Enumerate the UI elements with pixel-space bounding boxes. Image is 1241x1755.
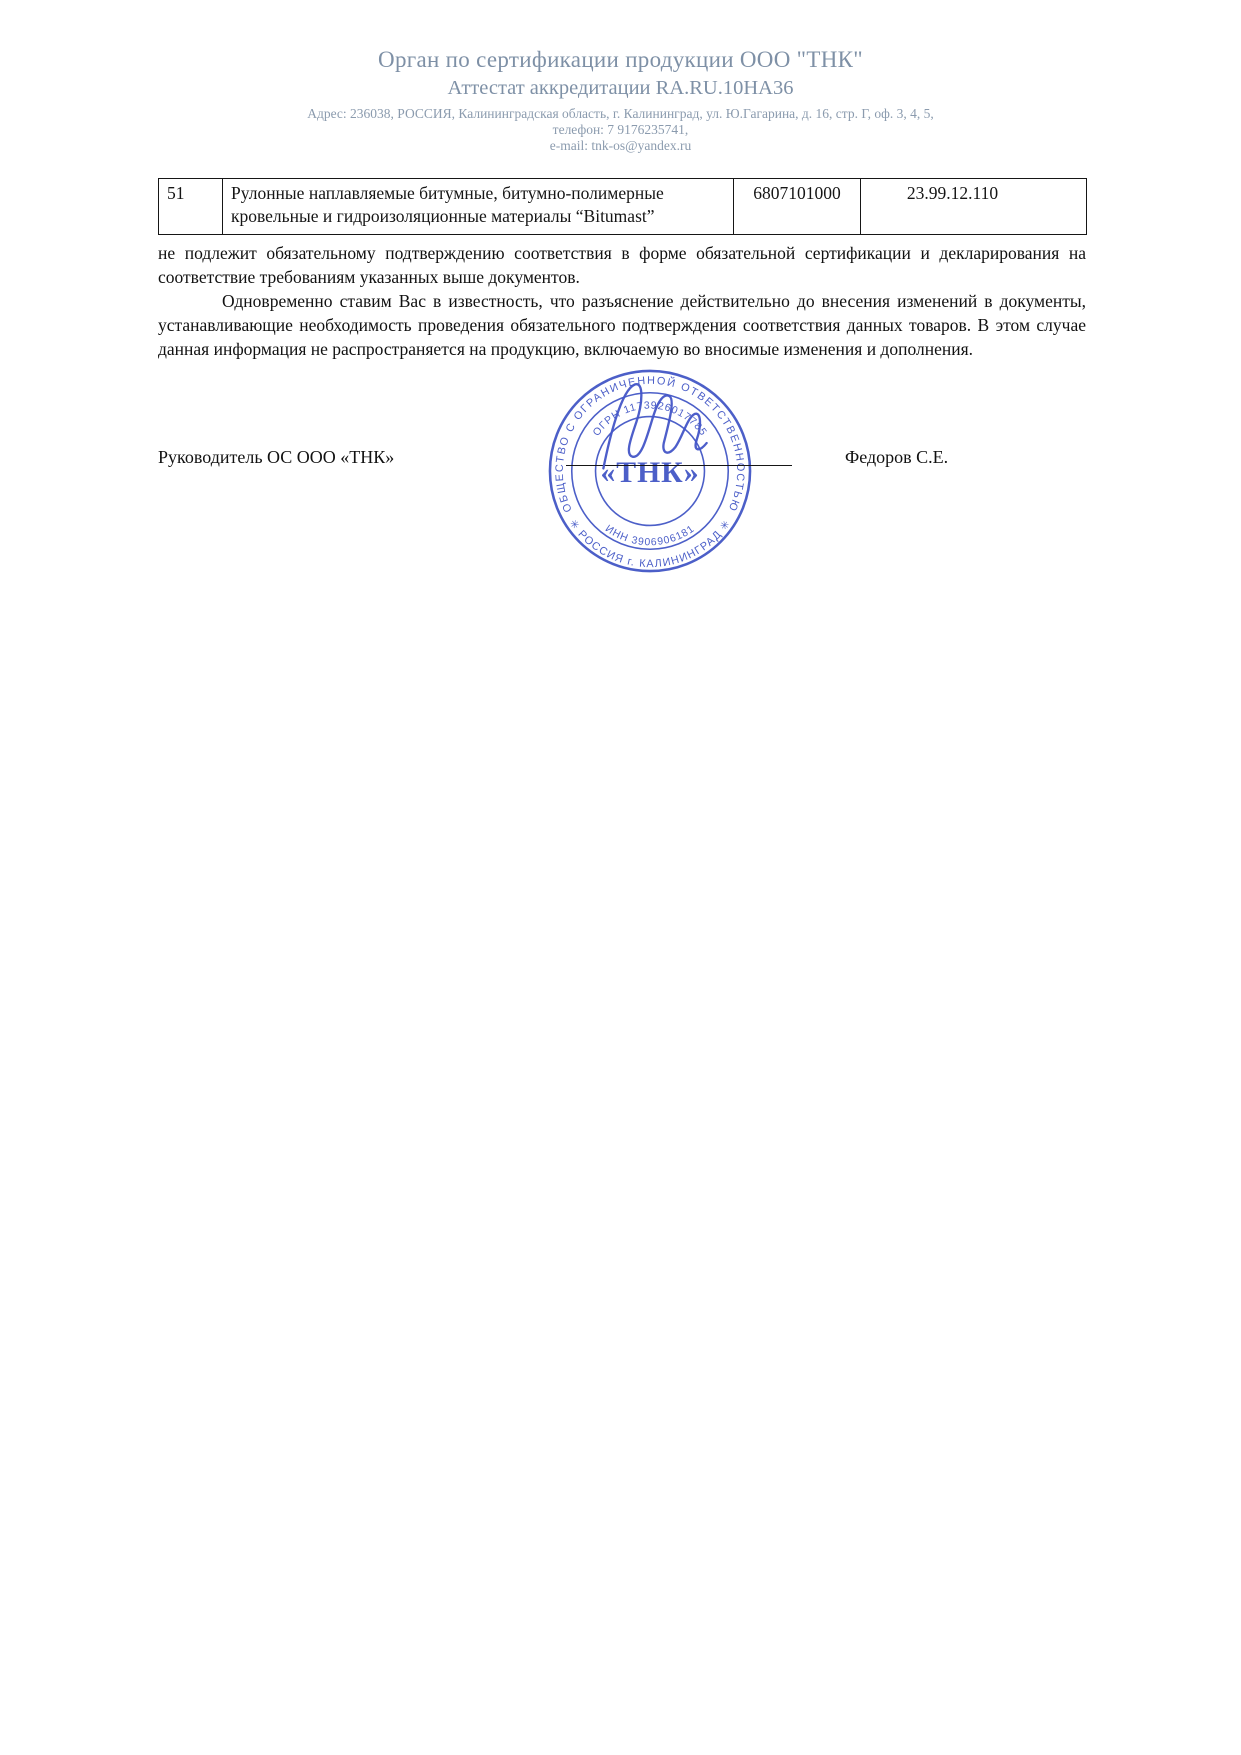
table-row [159,179,1087,235]
stamp-outer-bottom-text: ✳ РОССИЯ г. КАЛИНИНГРАД ✳ [566,517,734,571]
okpd2-code-cell: 23.99.12.110 [861,179,1087,235]
signature-block [0,361,1241,741]
product-table [158,178,1087,235]
accreditation-number: Аттестат аккредитации RA.RU.10НА36 [447,77,794,99]
org-email: e-mail: tnk-os@yandex.ru [549,138,692,153]
product-description-cell: Рулонные наплавляемые битумные, битумно-полимерные кровельные и гидроизоляционные материалы “Bitumast” [223,179,734,235]
stamp-center-text: «ТНК» [600,456,700,489]
org-address: Адрес: 236038, РОССИЯ, Калининградская область, г. Калининград, ул. Ю.Гагарина, д. 16, стр. Г, оф. 3, 4, 5, [307,106,934,121]
org-phone: телефон: 7 9176235741, [552,122,689,137]
stamp-inn-text: ИНН 3906906181 [602,523,698,549]
stamp-ogrn-text: ОГРН 1173926017785 [591,400,709,439]
row-number-cell: 51 [159,179,223,235]
paragraph-2: Одновременно ставим Вас в известность, что разъяснение действительно до внесения изменений в документы, устанавливающие необходимость проведения обязательного подтверждения соответствия данных товаров. В этом случае данная информация не распространяется на продукцию, включаемую во вносимые изменения и дополнения. [158,291,1086,359]
signatory-role: Руководитель ОС ООО «ТНК» [158,447,395,467]
svg-text:ИНН 3906906181 [603,523,697,548]
body-text [158,241,1086,361]
signatory-name: Федоров С.Е. [845,447,949,467]
tnved-code-cell: 6807101000 [734,179,861,235]
signature-scribble [590,371,720,483]
stamp-outer-top-text: ОБЩЕСТВО С ОГРАНИЧЕННОЙ ОТВЕТСТВЕННОСТЬЮ [553,374,747,514]
letterhead [0,0,1241,154]
org-title: Орган по сертификации продукции ООО "ТНК" [378,47,863,72]
paragraph-1: не подлежит обязательному подтверждению соответствия в форме обязательной сертификации и декларирования на соответствие требованиям указанных выше документов. [158,243,1086,287]
